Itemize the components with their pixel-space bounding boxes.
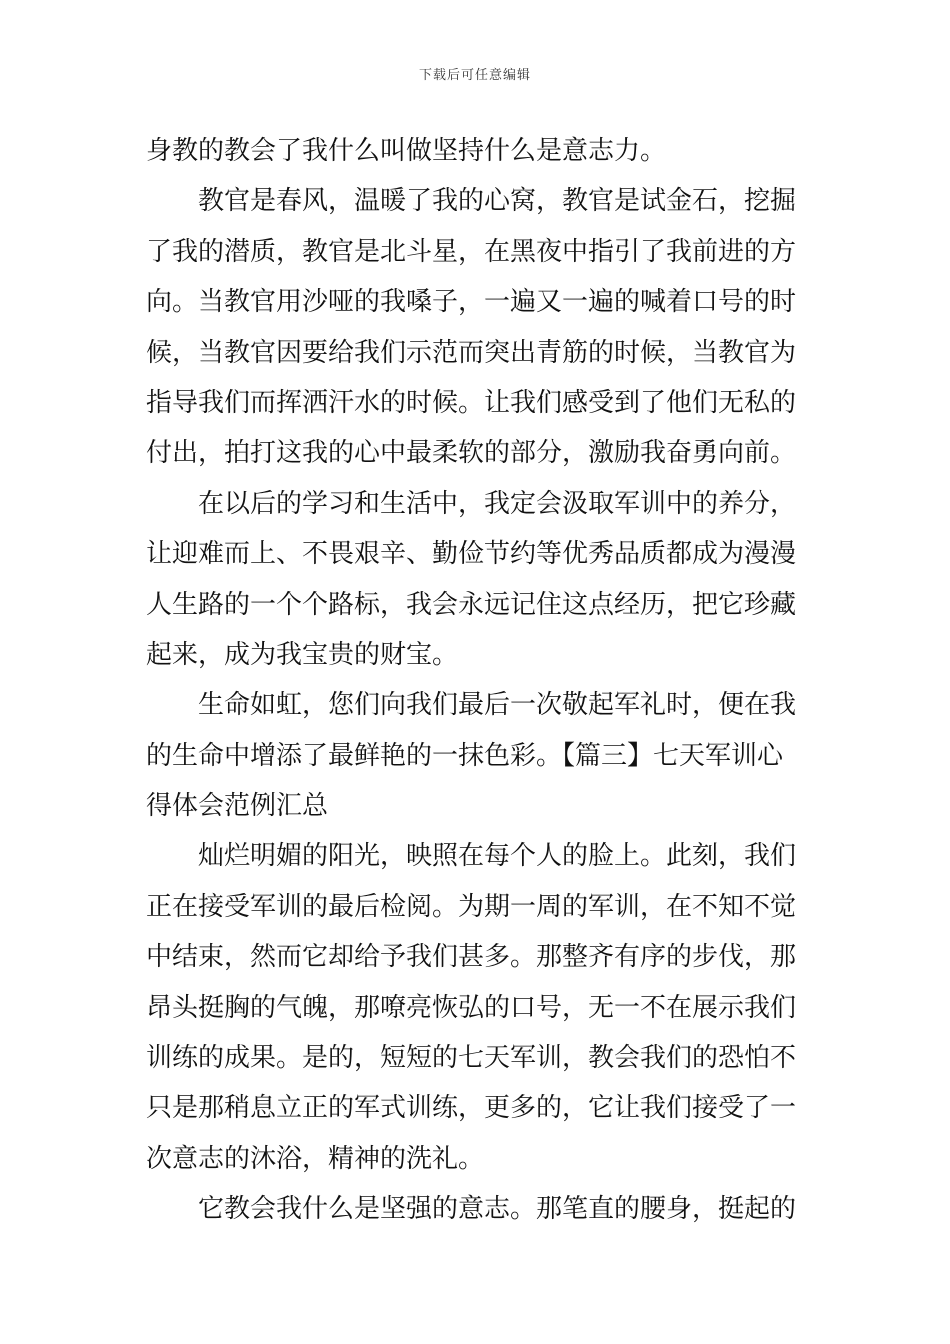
text-line: 正在接受军训的最后检阅。为期一周的军训，在不知不觉 bbox=[146, 891, 797, 922]
paragraph-start-line: 在以后的学习和生活中，我定会汲取军训中的养分， bbox=[198, 488, 797, 519]
text-line: 得体会范例汇总 bbox=[146, 791, 329, 822]
text-line: 中结束，然而它却给予我们甚多。那整齐有序的步伐，那 bbox=[146, 942, 797, 973]
text-line: 付出，拍打这我的心中最柔软的部分，激励我奋勇向前。 bbox=[146, 438, 797, 469]
page-header: 下载后可任意编辑 bbox=[418, 68, 531, 83]
paragraph-start-line: 生命如虹，您们向我们最后一次敬起军礼时，便在我 bbox=[198, 690, 797, 721]
text-line: 只是那稍息立正的军式训练，更多的，它让我们接受了一 bbox=[146, 1093, 797, 1124]
text-line: 向。当教官用沙哑的我嗓子，一遍又一遍的喊着口号的时 bbox=[146, 287, 797, 318]
paragraph-start-line: 教官是春风，温暖了我的心窝，教官是试金石，挖掘 bbox=[198, 186, 797, 217]
text-line: 昂头挺胸的气魄，那嘹亮恢弘的口号，无一不在展示我们 bbox=[146, 992, 797, 1023]
text-line: 身教的教会了我什么叫做坚持什么是意志力。 bbox=[146, 136, 667, 166]
text-line: 让迎难而上、不畏艰辛、勤俭节约等优秀品质都成为漫漫 bbox=[146, 539, 797, 570]
document-body bbox=[146, 126, 808, 1235]
paragraph-start-line: 它教会我什么是坚强的意志。那笔直的腰身，挺起的 bbox=[198, 1194, 797, 1225]
text-line: 次意志的沐浴，精神的洗礼。 bbox=[146, 1143, 485, 1174]
text-line: 指导我们而挥洒汗水的时候。让我们感受到了他们无私的 bbox=[146, 387, 797, 418]
text-line: 候，当教官因要给我们示范而突出青筋的时候，当教官为 bbox=[146, 337, 797, 368]
text-line: 了我的潜质，教官是北斗星，在黑夜中指引了我前进的方 bbox=[146, 236, 797, 267]
text-line: 起来，成为我宝贵的财宝。 bbox=[146, 639, 459, 670]
text-line: 人生路的一个个路标，我会永远记住这点经历，把它珍藏 bbox=[146, 589, 797, 620]
text-line: 的生命中增添了最鲜艳的一抹色彩。【篇三】七天军训心 bbox=[146, 740, 784, 771]
paragraph-start-line: 灿烂明媚的阳光，映照在每个人的脸上。此刻，我们 bbox=[198, 841, 797, 872]
text-line: 训练的成果。是的，短短的七天军训，教会我们的恐怕不 bbox=[146, 1043, 797, 1074]
